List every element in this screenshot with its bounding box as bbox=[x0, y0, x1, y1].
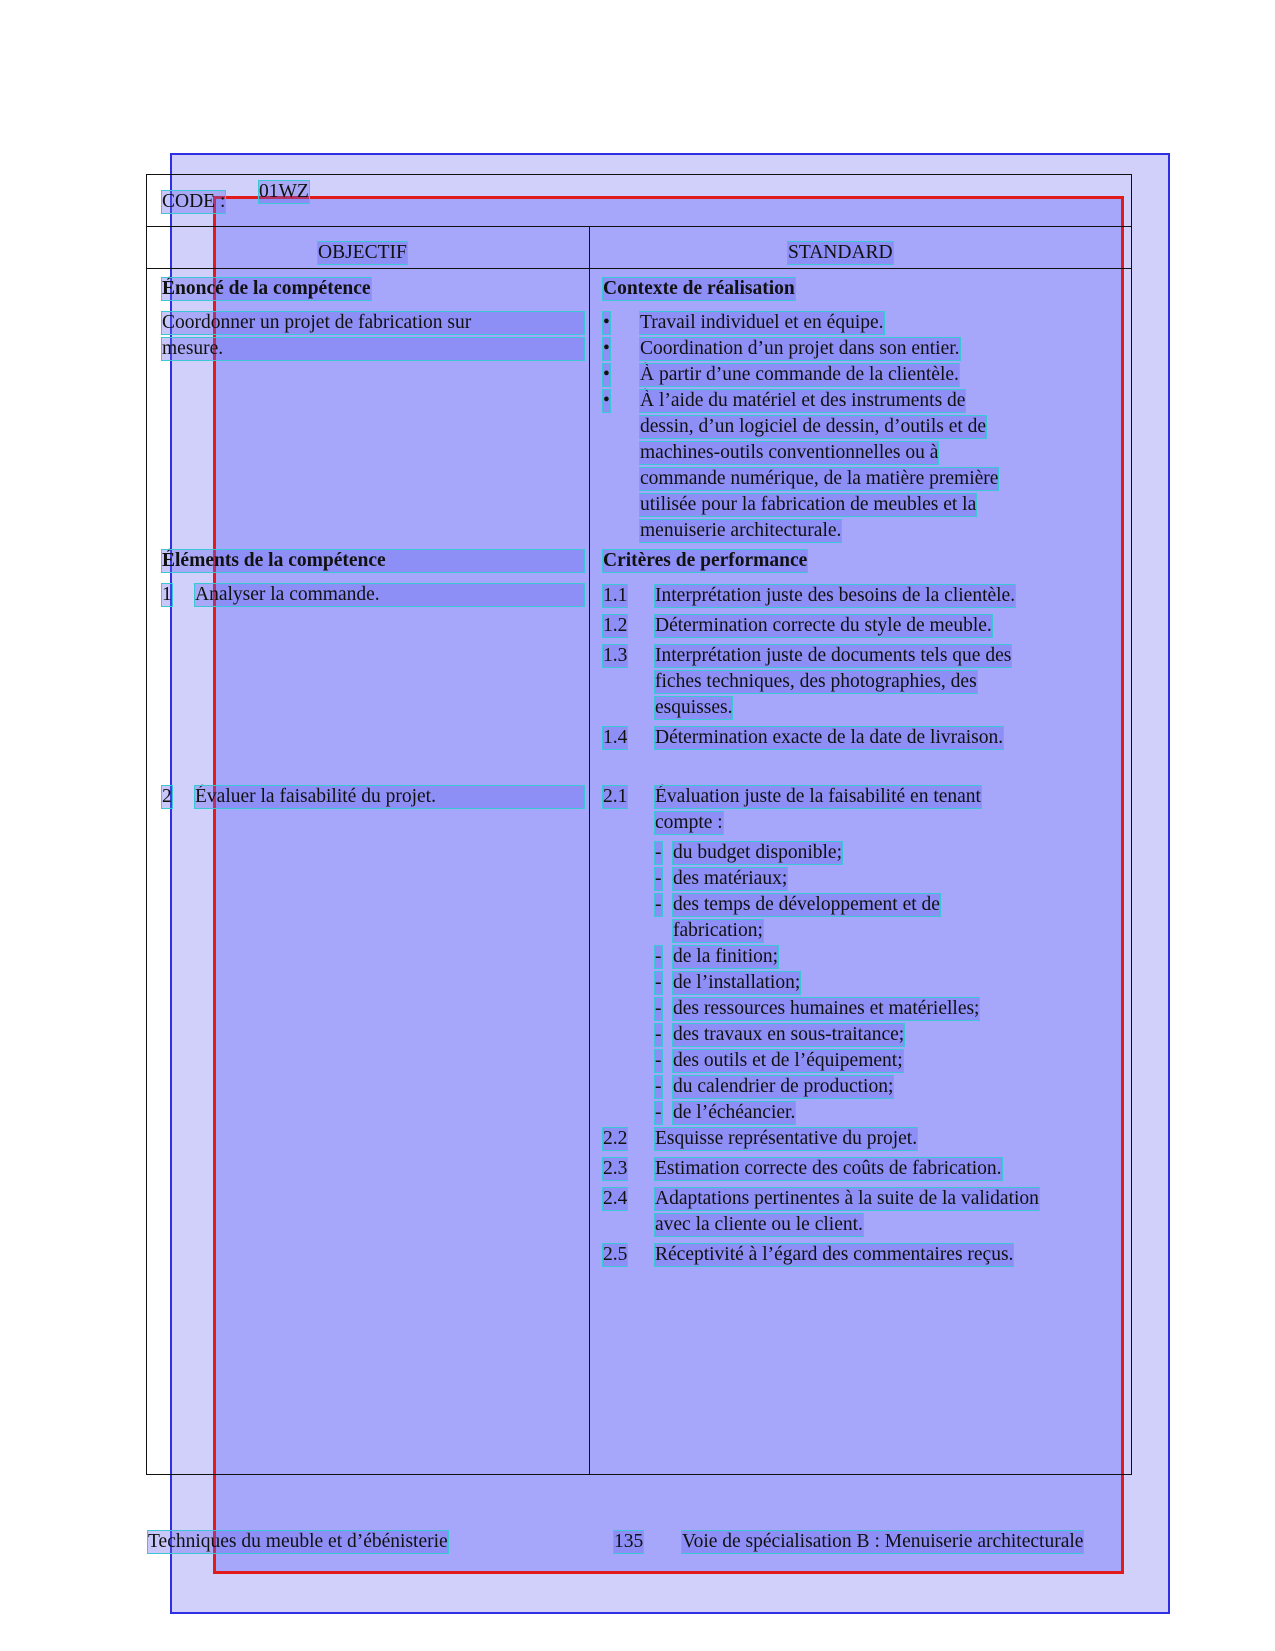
element-text: Évaluer la faisabilité du projet. bbox=[195, 786, 584, 808]
criterion-number: 2.3 bbox=[603, 1158, 628, 1179]
element-number: 1 bbox=[162, 584, 172, 605]
criterion-text: Estimation correcte des coûts de fabrication. bbox=[655, 1158, 1002, 1179]
criteres-title: Critères de performance bbox=[603, 550, 808, 571]
criterion-number: 1.1 bbox=[603, 585, 628, 606]
header-row-divider bbox=[146, 268, 1132, 269]
sub-item: de l’installation; bbox=[673, 972, 801, 993]
criterion-text: Évaluation juste de la faisabilité en tenant bbox=[655, 786, 981, 807]
enonce-title: Énoncé de la compétence bbox=[162, 278, 371, 299]
contexte-line: À partir d’une commande de la clientèle. bbox=[640, 364, 959, 385]
enonce-line: mesure. bbox=[162, 338, 584, 360]
elements-title: Éléments de la compétence bbox=[162, 550, 584, 572]
criterion-text: esquisses. bbox=[655, 697, 733, 718]
sub-dash: - bbox=[655, 842, 662, 863]
footer-program: Techniques du meuble et d’ébénisterie bbox=[148, 1531, 448, 1552]
sub-item: du calendrier de production; bbox=[673, 1076, 894, 1097]
sub-item: des matériaux; bbox=[673, 868, 788, 889]
criterion-text: fiches techniques, des photographies, des bbox=[655, 671, 977, 692]
criterion-number: 2.1 bbox=[603, 786, 628, 807]
contexte-line: utilisée pour la fabrication de meubles et la bbox=[640, 494, 977, 515]
criterion-number: 2.2 bbox=[603, 1128, 628, 1149]
code-value: 01WZ bbox=[259, 181, 309, 202]
sub-dash: - bbox=[655, 868, 662, 889]
sub-item: des temps de développement et de bbox=[673, 894, 940, 915]
criterion-text: Adaptations pertinentes à la suite de la validation bbox=[655, 1188, 1039, 1209]
sub-item: de la finition; bbox=[673, 946, 779, 967]
sub-item: des outils et de l’équipement; bbox=[673, 1050, 903, 1071]
sub-dash: - bbox=[655, 1076, 662, 1097]
contexte-line: À l’aide du matériel et des instruments de bbox=[640, 390, 966, 411]
criterion-text: Interprétation juste des besoins de la clientèle. bbox=[655, 585, 1016, 606]
sub-dash: - bbox=[655, 998, 662, 1019]
criterion-text: Détermination correcte du style de meuble. bbox=[655, 615, 992, 636]
page-number: 135 bbox=[614, 1531, 644, 1552]
element-number: 2 bbox=[162, 786, 172, 807]
bullet: • bbox=[603, 390, 610, 411]
bullet: • bbox=[603, 338, 610, 359]
criterion-number: 1.4 bbox=[603, 727, 628, 748]
criterion-text: Esquisse représentative du projet. bbox=[655, 1128, 918, 1149]
sub-item: des ressources humaines et matérielles; bbox=[673, 998, 980, 1019]
criterion-text: Interprétation juste de documents tels que des bbox=[655, 645, 1012, 666]
standard-header: STANDARD bbox=[788, 242, 893, 263]
bullet: • bbox=[603, 312, 610, 333]
code-label: CODE : bbox=[162, 191, 226, 212]
bullet: • bbox=[603, 364, 610, 385]
objectif-header: OBJECTIF bbox=[318, 242, 407, 263]
criterion-number: 2.4 bbox=[603, 1188, 628, 1209]
competency-table bbox=[146, 174, 1132, 1475]
contexte-line: Coordination d’un projet dans son entier. bbox=[640, 338, 960, 359]
contexte-line: menuiserie architecturale. bbox=[640, 520, 842, 541]
contexte-line: Travail individuel et en équipe. bbox=[640, 312, 884, 333]
sub-item: de l’échéancier. bbox=[673, 1102, 796, 1123]
criterion-text: compte : bbox=[655, 812, 723, 833]
sub-dash: - bbox=[655, 972, 662, 993]
enonce-line: Coordonner un projet de fabrication sur bbox=[162, 312, 584, 334]
sub-dash: - bbox=[655, 1024, 662, 1045]
contexte-title: Contexte de réalisation bbox=[603, 278, 795, 299]
sub-dash: - bbox=[655, 946, 662, 967]
criterion-number: 2.5 bbox=[603, 1244, 628, 1265]
contexte-line: commande numérique, de la matière première bbox=[640, 468, 999, 489]
criterion-number: 1.2 bbox=[603, 615, 628, 636]
sub-dash: - bbox=[655, 1050, 662, 1071]
sub-item: du budget disponible; bbox=[673, 842, 842, 863]
criterion-text: avec la cliente ou le client. bbox=[655, 1214, 863, 1235]
criterion-number: 1.3 bbox=[603, 645, 628, 666]
sub-item: fabrication; bbox=[673, 920, 763, 941]
criterion-text: Réceptivité à l’égard des commentaires reçus. bbox=[655, 1244, 1014, 1265]
sub-item: des travaux en sous-traitance; bbox=[673, 1024, 905, 1045]
criterion-text: Détermination exacte de la date de livraison. bbox=[655, 727, 1004, 748]
sub-dash: - bbox=[655, 1102, 662, 1123]
footer-specialization: Voie de spécialisation B : Menuiserie architecturale bbox=[682, 1531, 1084, 1552]
column-divider bbox=[589, 226, 590, 1475]
code-row-divider bbox=[146, 226, 1132, 227]
element-text: Analyser la commande. bbox=[195, 584, 584, 606]
sub-dash: - bbox=[655, 894, 662, 915]
contexte-line: dessin, d’un logiciel de dessin, d’outils et de bbox=[640, 416, 987, 437]
contexte-line: machines-outils conventionnelles ou à bbox=[640, 442, 939, 463]
